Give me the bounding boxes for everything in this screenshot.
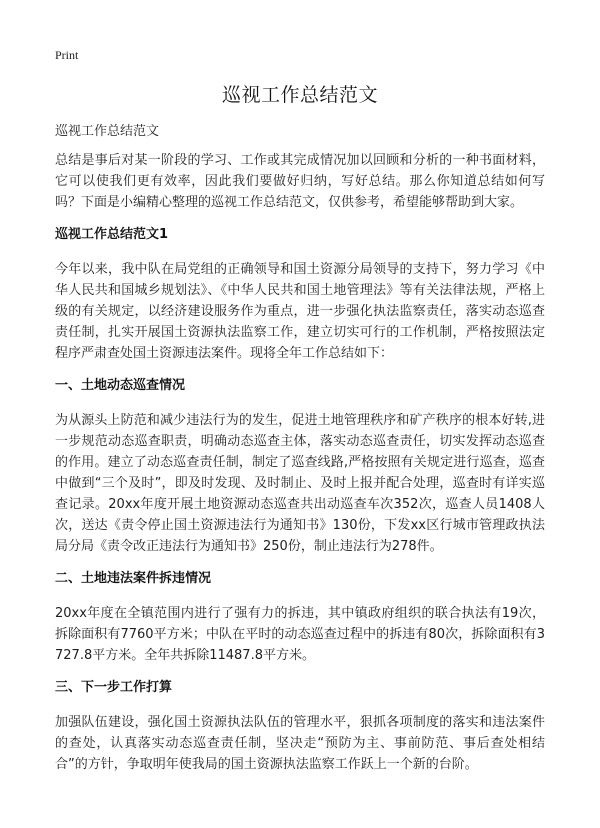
print-link[interactable]: Print xyxy=(55,48,79,62)
section-heading: 一、土地动态巡查情况 xyxy=(55,378,186,393)
intro-paragraph: 总结是事后对某一阶段的学习、工作或其完成情况加以回顾和分析的一种书面材料，它可以使我们更有效率，因此我们要做好归纳，写好总结。那么你知道总结如何写吗？下面是小编精心整理的巡视工作总结范文，仅供参考，希望能够帮助到大家。 xyxy=(55,153,545,210)
section-heading: 巡视工作总结范文1 xyxy=(55,227,169,242)
section-paragraph: 加强队伍建设，强化国土资源执法队伍的管理水平，狠抓各项制度的落实和违法案件的查处，认真落实动态巡查责任制，坚决走“预防为主、事前防范、事后查处相结合”的方针，争取明年使我局的国土资源执法监察工作跃上一个新的台阶。 xyxy=(55,715,545,772)
section-paragraph: 为从源头上防范和减少违法行为的发生，促进土地管理秩序和矿产秩序的根本好转,进一步规范动态巡查职责，明确动态巡查主体，落实动态巡查责任，切实发挥动态巡查的作用。建立了动态巡查责任制，制定了巡查线路,严格按照有关规定进行巡查，巡查中做到“三个及时”，即及时发现、及时制止、及时上报并配合处理，巡查时有详实巡查记录。20xx年度开展土地资源动态巡查共出动巡查车次352次，巡查人员1408人次，送达《责令停止国土资源违法行为通知书》130份，下发xx区行城市管理政执法局分局《责令改正违法行为通知书》250份，制止违法行为278件。 xyxy=(55,413,545,554)
page-title: 巡视工作总结范文 xyxy=(221,84,378,106)
document-body xyxy=(55,150,545,787)
section-heading: 三、下一步工作打算 xyxy=(55,680,173,695)
document-subtitle: 巡视工作总结范文 xyxy=(55,124,160,139)
section-paragraph: 20xx年度在全镇范围内进行了强有力的拆违，其中镇政府组织的联合执法有19次，拆除面积有7760平方米；中队在平时的动态巡查过程中的拆违有80次，拆除面积有3727.8平方米。全年共拆除11487.8平方米。 xyxy=(55,606,545,663)
section-heading: 二、土地违法案件拆违情况 xyxy=(55,571,212,586)
section-paragraph: 今年以来，我中队在局党组的正确领导和国土资源分局领导的支持下，努力学习《中华人民共和国城乡规划法》、《中华人民共和国土地管理法》等有关法律法规，严格上级的有关规定，以经济建设服务作为重点，进一步强化执法监察责任，落实动态巡查责任制，扎实开展国土资源执法监察工作，建立切实可行的工作机制，严格按照法定程序严肃查处国土资源违法案件。现将全年工作总结如下： xyxy=(55,262,545,361)
